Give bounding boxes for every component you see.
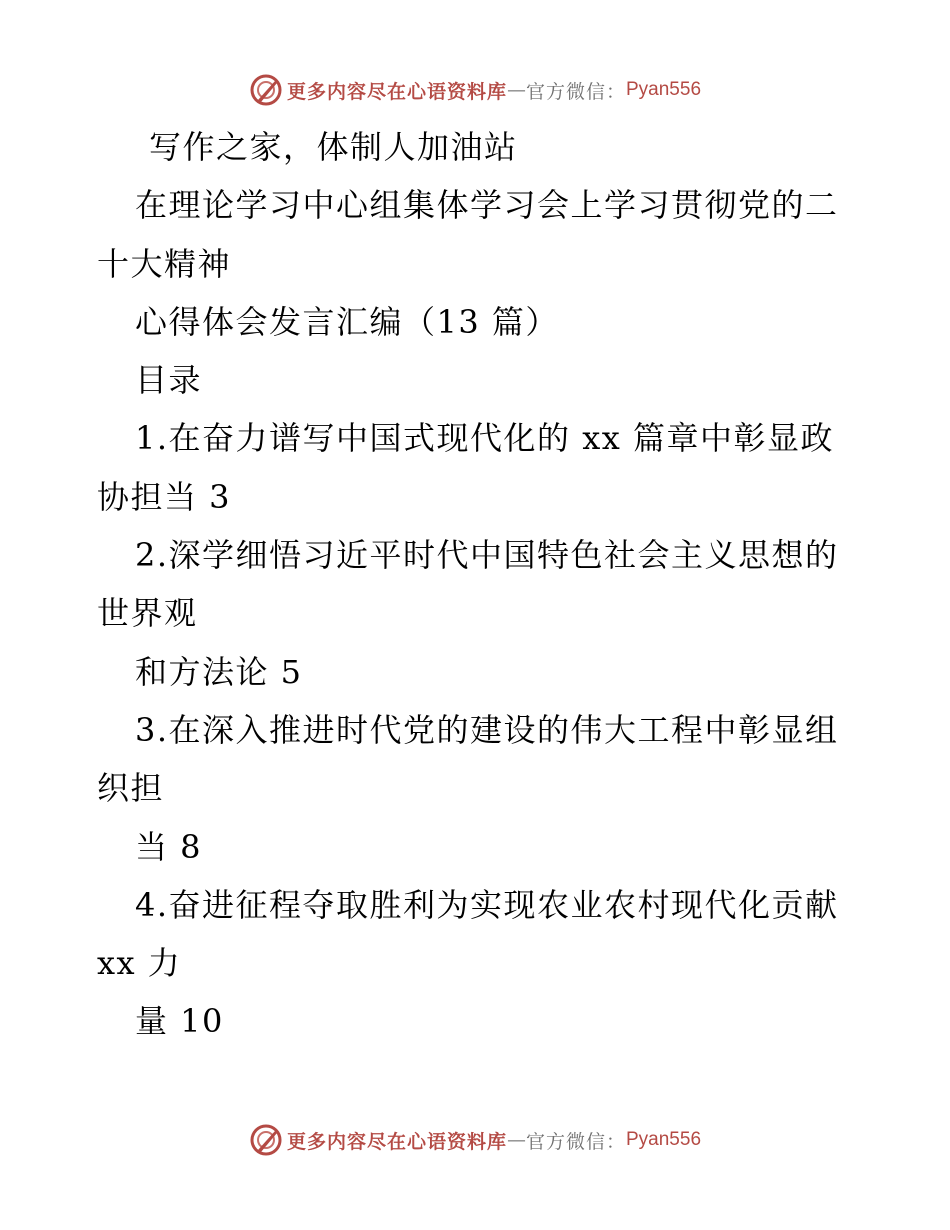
doc-title-line: 心得体会发言汇编（13 篇） xyxy=(135,302,559,341)
watermark-wechat-id: Pyan556 xyxy=(626,79,702,100)
toc-item: 2.深学细悟习近平时代中国特色社会主义思想的 xyxy=(135,536,839,575)
toc-item: 4.奋进征程夺取胜利为实现农业农村现代化贡献 xyxy=(135,885,839,924)
toc-item: 3.在深入推进时代党的建设的伟大工程中彰显组 xyxy=(135,710,839,749)
document-body xyxy=(97,118,857,1051)
toc-item-continued: 和方法论 5 xyxy=(135,652,303,691)
watermark-dash: — xyxy=(506,1129,526,1151)
toc-item-continued: 当 8 xyxy=(135,827,203,866)
toc-item-continued: 协担当 3 xyxy=(97,477,232,516)
watermark-dash: — xyxy=(506,79,526,101)
watermark-main-text: 更多内容尽在心语资料库 xyxy=(286,80,507,103)
quill-logo-icon xyxy=(249,73,283,107)
watermark-label: 官方微信： xyxy=(525,80,626,103)
toc-heading: 目录 xyxy=(135,361,203,400)
watermark-label: 官方微信： xyxy=(525,1130,626,1153)
toc-item-continued: 织担 xyxy=(97,769,165,808)
doc-title-line: 在理论学习中心组集体学习会上学习贯彻党的二 xyxy=(135,186,839,225)
toc-item-continued: xx 力 xyxy=(97,944,182,983)
toc-item-continued: 量 10 xyxy=(135,1002,224,1041)
toc-item-continued: 世界观 xyxy=(97,594,198,633)
doc-title-line: 十大精神 xyxy=(97,244,232,283)
header-watermark xyxy=(0,70,950,110)
watermark-wechat-id: Pyan556 xyxy=(626,1129,702,1150)
doc-subtitle: 写作之家，体制人加油站 xyxy=(149,128,518,166)
watermark-main-text: 更多内容尽在心语资料库 xyxy=(286,1130,507,1153)
footer-watermark xyxy=(0,1120,950,1160)
toc-item: 1.在奋力谱写中国式现代化的 xx 篇章中彰显政 xyxy=(135,419,834,458)
quill-logo-icon xyxy=(249,1123,283,1157)
